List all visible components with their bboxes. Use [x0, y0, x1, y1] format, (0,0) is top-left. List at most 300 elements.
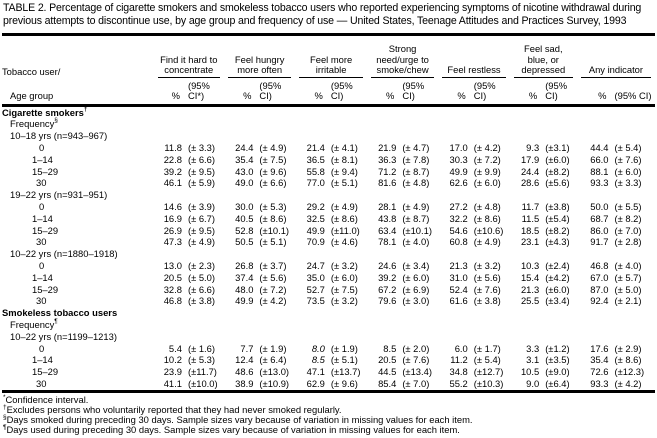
percent-cell: 78.1	[378, 236, 397, 248]
percent-cell: 26.8	[235, 260, 254, 272]
ci-header: (95% CI)	[256, 78, 295, 106]
ci-cell: (±3.4)	[545, 295, 570, 307]
ci-cell: (± 7.2)	[259, 283, 287, 295]
ci-cell: (±11.0)	[330, 224, 360, 236]
percent-cell: 91.7	[590, 236, 609, 248]
percent-cell: 17.0	[449, 142, 468, 154]
percent-cell: 43.0	[235, 165, 254, 177]
ci-cell: (± 7.5)	[259, 153, 287, 165]
frequency-header-label: Frequency	[10, 118, 55, 130]
ci-cell: (±6.4)	[542, 378, 577, 391]
column-group-label: Any indicator	[581, 65, 651, 78]
percent-cell: 29.2	[306, 201, 325, 213]
percent-cell: 72.6	[590, 366, 609, 378]
percent-cell: 20.5	[163, 271, 182, 283]
ci-cell: (± 9.5)	[187, 165, 215, 177]
percent-cell: 55.2	[438, 378, 470, 391]
frequency-label: 30	[36, 177, 47, 189]
subheader-row	[2, 78, 655, 106]
percent-cell: 81.6	[378, 177, 397, 189]
percent-cell: 11.8	[164, 142, 182, 154]
pct-header: %	[438, 78, 470, 106]
age-group-header	[2, 331, 655, 343]
ci-cell: (± 9.5)	[187, 224, 215, 236]
ci-cell: (±8.2)	[545, 224, 570, 236]
section-header-label: Smokeless tobacco users	[2, 307, 118, 319]
ci-cell: (± 5.0)	[187, 271, 215, 283]
ci-cell: (± 7.0)	[614, 224, 642, 236]
percent-cell: 25.5	[520, 295, 540, 307]
percent-cell: 24.4	[235, 142, 254, 154]
percent-cell: 28.6	[520, 177, 540, 189]
ci-cell: (± 2.8)	[614, 236, 642, 248]
ci-cell: (± 6.0)	[402, 271, 430, 283]
frequency-label: 15–29	[32, 366, 59, 378]
table-row	[2, 236, 655, 248]
ci-cell: (± 7.8)	[402, 153, 430, 165]
percent-cell: 31.0	[449, 271, 468, 283]
footnote-mark: *	[3, 393, 6, 401]
frequency-label: 0	[39, 260, 45, 272]
percent-cell: 50.5	[235, 236, 254, 248]
ci-cell: (± 5.0)	[614, 283, 642, 295]
ci-cell: (± 1.9)	[259, 342, 287, 354]
ci-cell: (± 5.4)	[614, 142, 642, 154]
percent-cell: 24.4	[520, 165, 540, 177]
percent-cell: 10.2	[163, 354, 182, 366]
ci-cell: (± 5.6)	[473, 271, 501, 283]
footnote-text: Days used during preceding 30 days. Sample sizes vary because of variation in missing values for each item.	[6, 424, 460, 436]
table-row	[2, 295, 655, 307]
percent-cell: 11.5	[521, 212, 540, 224]
frequency-header	[2, 118, 655, 130]
percent-cell: 17.9	[520, 153, 540, 165]
ci-cell: (± 8.7)	[402, 165, 430, 177]
table-row	[2, 343, 655, 355]
percent-cell: 68.7	[590, 212, 609, 224]
ci-cell: (± 5.5)	[614, 201, 642, 213]
ci-cell: (±2.4)	[545, 260, 570, 272]
frequency-label: 15–29	[32, 165, 59, 177]
percent-cell: 36.3	[378, 153, 397, 165]
percent-cell: 27.2	[449, 201, 468, 213]
column-group-header	[367, 35, 438, 78]
ci-cell: (± 3.3)	[187, 142, 215, 154]
ci-cell: (± 7.5)	[330, 283, 358, 295]
percent-cell: 23.9	[163, 366, 182, 378]
age-group-header-label: 10–22 yrs (n=1880–1918)	[10, 248, 118, 260]
percent-cell: 49.9	[306, 224, 325, 236]
column-group-label: Strong need/urge to smoke/chew	[371, 44, 434, 78]
ci-cell: (±12.7)	[473, 366, 504, 378]
frequency-label: 1–14	[32, 153, 53, 165]
frequency-header	[2, 319, 655, 331]
percent-cell: 21.3	[449, 260, 468, 272]
pct-header: %	[510, 78, 542, 106]
percent-cell: 18.5	[520, 224, 540, 236]
percent-cell: 41.1	[154, 378, 185, 391]
ci-cell: (±8.2)	[545, 165, 570, 177]
withdrawal-symptoms-table	[2, 33, 655, 393]
ci-cell: (±10.1)	[402, 224, 432, 236]
frequency-label: 0	[39, 201, 45, 213]
table-row	[2, 154, 655, 166]
footnote-mark: ¶	[3, 424, 7, 432]
percent-cell: 49.9	[449, 165, 468, 177]
frequency-label: 30	[36, 236, 47, 248]
column-group-label: Find it hard to concentrate	[158, 55, 220, 78]
ci-cell: (± 4.9)	[402, 201, 430, 213]
column-group-header	[295, 35, 366, 78]
ci-cell: (± 4.2)	[259, 295, 287, 307]
percent-cell: 66.0	[590, 153, 609, 165]
percent-cell: 32.2	[449, 212, 468, 224]
age-group-header-label: 10–18 yrs (n=943–967)	[10, 130, 108, 142]
ci-cell: (± 2.1)	[614, 295, 642, 307]
ci-cell: (±4.3)	[545, 236, 570, 248]
ci-cell: (± 6.0)	[473, 177, 501, 189]
ci-cell: (±3.8)	[545, 201, 570, 213]
ci-cell: (± 6.6)	[187, 283, 215, 295]
ci-cell: (± 4.1)	[330, 142, 358, 154]
footnotes	[0, 393, 657, 438]
percent-cell: 70.9	[306, 236, 325, 248]
table-row	[2, 166, 655, 178]
ci-header: (95% CI)	[399, 78, 438, 106]
section-header	[2, 105, 655, 118]
ci-cell: (± 9.9)	[473, 165, 501, 177]
percent-cell: 63.4	[378, 224, 397, 236]
percent-cell: 43.8	[378, 212, 397, 224]
percent-cell: 52.4	[449, 283, 468, 295]
column-group-header	[224, 35, 295, 78]
ci-cell: (± 3.7)	[259, 260, 287, 272]
percent-cell: 93.3	[590, 177, 609, 189]
ci-cell: (± 8.6)	[330, 212, 358, 224]
ci-cell: (± 5.4)	[473, 354, 501, 366]
percent-cell: 47.3	[163, 236, 182, 248]
ci-cell: (± 2.9)	[614, 342, 642, 354]
percent-cell: 39.2	[163, 165, 182, 177]
percent-cell: 52.8	[235, 224, 254, 236]
ci-cell: (± 7.0)	[399, 378, 438, 391]
percent-cell: 10.3	[520, 260, 540, 272]
footnote	[3, 425, 654, 435]
percent-cell: 60.8	[449, 236, 468, 248]
percent-cell: 44.4	[590, 142, 609, 154]
ci-cell: (±12.3)	[614, 366, 645, 378]
table-row	[2, 142, 655, 154]
percent-cell: 21.9	[378, 142, 397, 154]
ci-cell: (±9.0)	[545, 366, 570, 378]
frequency-label: 0	[39, 142, 45, 154]
ci-cell: (± 5.3)	[187, 354, 215, 366]
percent-cell: 12.4	[235, 354, 254, 366]
table-row	[2, 213, 655, 225]
percent-cell: 46.1	[163, 177, 182, 189]
percent-cell: 24.6	[378, 260, 397, 272]
table-row	[2, 378, 655, 391]
ci-cell: (± 7.6)	[614, 153, 642, 165]
ci-cell: (± 1.9)	[330, 342, 358, 354]
footnote-text: Confidence interval.	[5, 393, 89, 405]
ci-cell: (± 4.2)	[473, 142, 501, 154]
ci-cell: (± 4.9)	[187, 236, 215, 248]
percent-cell: 86.0	[590, 224, 609, 236]
percent-cell: 8.5	[383, 342, 397, 354]
ci-cell: (± 7.6)	[473, 283, 501, 295]
ci-cell: (± 5.1)	[330, 354, 358, 366]
percent-cell: 21.4	[306, 142, 325, 154]
ci-cell: (± 5.6)	[259, 271, 287, 283]
ci-cell: (± 3.0)	[402, 295, 430, 307]
ci-cell: (±5.4)	[545, 212, 570, 224]
frequency-label: 0	[39, 342, 45, 354]
percent-cell: 61.6	[449, 295, 468, 307]
percent-cell: 92.4	[590, 295, 609, 307]
percent-cell: 24.7	[306, 260, 325, 272]
percent-cell: 38.9	[224, 378, 256, 391]
ci-header: (95% CI)	[542, 78, 577, 106]
ci-cell: (±13.7)	[330, 366, 361, 378]
pct-header: %	[154, 78, 185, 106]
ci-cell: (± 4.6)	[330, 236, 358, 248]
row-label-line1: Tobacco user/	[2, 66, 61, 78]
percent-cell: 88.1	[590, 165, 609, 177]
frequency-header-label: Frequency	[10, 319, 55, 331]
percent-cell: 48.6	[235, 366, 254, 378]
percent-cell: 21.3	[520, 283, 540, 295]
percent-cell: 44.5	[378, 366, 397, 378]
column-group-header	[577, 35, 655, 78]
percent-cell: 54.6	[449, 224, 468, 236]
percent-cell: 73.5	[306, 295, 325, 307]
ci-cell: (±3.1)	[545, 142, 570, 154]
column-group-header	[438, 35, 509, 78]
percent-cell: 87.0	[590, 283, 609, 295]
percent-cell: 20.5	[378, 354, 397, 366]
row-label-header	[2, 35, 154, 78]
percent-cell: 3.1	[526, 354, 540, 366]
footnote-mark: ¶	[54, 318, 58, 326]
percent-cell: 11.2	[450, 354, 468, 366]
percent-cell: 67.0	[590, 271, 609, 283]
ci-cell: (± 6.6)	[259, 177, 287, 189]
footnote-mark: §	[3, 414, 7, 422]
age-group-header	[2, 130, 655, 142]
ci-cell: (± 5.1)	[330, 177, 358, 189]
table-row	[2, 354, 655, 366]
footnote-mark: †	[83, 105, 88, 113]
column-group-label: Feel hungry more often	[228, 55, 291, 78]
frequency-label: 30	[2, 378, 154, 391]
table-row	[2, 272, 655, 284]
ci-cell: (± 4.0)	[614, 260, 642, 272]
ci-cell: (±5.6)	[545, 177, 570, 189]
ci-cell: (± 7.6)	[402, 354, 430, 366]
percent-cell: 37.4	[235, 271, 254, 283]
percent-cell: 35.4	[590, 354, 609, 366]
percent-cell: 49.9	[235, 295, 254, 307]
percent-cell: 47.1	[306, 366, 325, 378]
percent-cell: 50.0	[590, 201, 609, 213]
footnote-mark: §	[54, 117, 58, 125]
column-group-label: Feel restless	[442, 65, 505, 78]
pct-header: %	[367, 78, 399, 106]
ci-cell: (± 6.0)	[614, 165, 642, 177]
percent-cell: 35.4	[235, 153, 254, 165]
percent-cell: 14.6	[163, 201, 182, 213]
percent-cell: 9.0	[510, 378, 542, 391]
ci-cell: (± 8.2)	[614, 212, 642, 224]
table-row	[2, 201, 655, 213]
pct-header: %	[577, 78, 612, 106]
percent-cell: 85.4	[367, 378, 399, 391]
column-group-header	[154, 35, 224, 78]
ci-cell: (± 9.6)	[328, 378, 367, 391]
ci-cell: (± 2.3)	[187, 260, 215, 272]
frequency-label: 30	[36, 295, 47, 307]
percent-cell: 15.4	[520, 271, 540, 283]
percent-cell: 62.9	[295, 378, 327, 391]
percent-cell: 17.6	[590, 342, 609, 354]
percent-cell: 11.7	[521, 201, 540, 213]
column-group-label: Feel more irritable	[299, 55, 362, 78]
section-header-label: Cigarette smokers	[2, 106, 84, 118]
footnote-text: Excludes persons who voluntarily reported that they had never smoked regularly.	[6, 404, 342, 416]
ci-cell: (± 3.2)	[330, 260, 358, 272]
row-label-header-line2: Age group	[2, 78, 154, 106]
percent-cell: 26.9	[163, 224, 182, 236]
table-row	[2, 225, 655, 237]
percent-cell: 28.1	[378, 201, 397, 213]
percent-cell: 34.8	[449, 366, 468, 378]
ci-cell: (±13.4)	[402, 366, 432, 378]
ci-cell: (±1.2)	[545, 342, 570, 354]
ci-cell: (± 4.7)	[402, 142, 430, 154]
ci-cell: (±11.7)	[187, 366, 217, 378]
ci-cell: (± 8.6)	[614, 354, 642, 366]
ci-cell: (±10.3)	[471, 378, 510, 391]
ci-cell: (± 4.9)	[473, 236, 501, 248]
ci-cell: (± 1.7)	[473, 342, 501, 354]
ci-cell: (± 8.1)	[330, 153, 358, 165]
ci-cell: (± 5.1)	[259, 236, 287, 248]
table-row	[2, 284, 655, 296]
ci-cell: (±10.0)	[185, 378, 224, 391]
ci-cell: (± 6.4)	[259, 354, 287, 366]
percent-cell: 22.8	[163, 153, 182, 165]
footnote-text: Days smoked during preceding 30 days. Sample sizes vary because of variation in missing values for each item.	[6, 414, 473, 426]
ci-cell: (± 6.7)	[187, 212, 215, 224]
percent-cell: 8.0	[311, 342, 325, 354]
percent-cell: 30.0	[235, 201, 254, 213]
ci-cell: (± 9.6)	[259, 165, 287, 177]
percent-cell: 46.8	[163, 295, 182, 307]
section-header	[2, 307, 655, 319]
ci-cell: (± 3.2)	[473, 260, 501, 272]
percent-cell: 8.5	[311, 354, 325, 366]
ci-cell: (± 4.0)	[402, 236, 430, 248]
age-group-header	[2, 189, 655, 201]
ci-cell: (± 7.2)	[473, 153, 501, 165]
percent-cell: 32.5	[306, 212, 325, 224]
column-group-header	[510, 35, 577, 78]
table-row	[2, 366, 655, 378]
percent-cell: 23.1	[520, 236, 540, 248]
ci-header: (95% CI)	[328, 78, 367, 106]
ci-cell: (± 4.9)	[330, 201, 358, 213]
table-title: TABLE 2. Percentage of cigarette smokers and smokeless tobacco users who reported experiencing symptoms of nicotine withdrawal during previous attempts to discontinue use, by age group and frequency of use — United States, Teenage Attitudes and Practices Survey, 1993	[3, 2, 642, 27]
percent-cell: 55.8	[306, 165, 325, 177]
percent-cell: 39.2	[378, 271, 397, 283]
percent-cell: 79.6	[378, 295, 397, 307]
percent-cell: 35.0	[306, 271, 325, 283]
table-row	[2, 260, 655, 272]
ci-cell: (± 3.8)	[473, 295, 501, 307]
ci-cell: (± 8.7)	[402, 212, 430, 224]
percent-cell: 36.5	[306, 153, 325, 165]
percent-cell: 7.7	[240, 342, 254, 354]
percent-cell: 49.0	[235, 177, 254, 189]
percent-cell: 46.8	[590, 260, 609, 272]
age-group-header	[2, 248, 655, 260]
ci-cell: (± 2.0)	[402, 342, 430, 354]
ci-cell: (± 9.4)	[330, 165, 358, 177]
ci-cell: (± 6.0)	[330, 271, 358, 283]
ci-cell: (±4.2)	[545, 271, 570, 283]
percent-cell: 77.0	[306, 177, 325, 189]
ci-cell: (±10.9)	[256, 378, 295, 391]
pct-header: %	[224, 78, 256, 106]
header-row	[2, 35, 655, 78]
ci-cell: (± 3.9)	[187, 201, 215, 213]
ci-cell: (±13.0)	[259, 366, 290, 378]
ci-cell: (± 8.6)	[473, 212, 501, 224]
ci-cell: (± 6.6)	[187, 153, 215, 165]
column-group-label: Feel sad, blue, or depressed	[514, 44, 573, 78]
ci-cell: (±3.5)	[545, 354, 570, 366]
age-group-header-label: 19–22 yrs (n=931–951)	[10, 189, 108, 201]
ci-cell: (± 3.3)	[614, 177, 642, 189]
percent-cell: 6.0	[454, 342, 468, 354]
ci-cell: (± 3.2)	[330, 295, 358, 307]
ci-cell: (± 8.6)	[259, 212, 287, 224]
age-group-header-label: 10–22 yrs (n=1199–1213)	[10, 330, 117, 342]
ci-cell: (± 4.8)	[473, 201, 501, 213]
ci-cell: (±6.0)	[545, 283, 570, 295]
percent-cell: 52.7	[306, 283, 325, 295]
percent-cell: 62.6	[449, 177, 468, 189]
ci-cell: (± 6.9)	[402, 283, 430, 295]
ci-cell: (± 5.7)	[614, 271, 642, 283]
percent-cell: 32.8	[163, 283, 182, 295]
ci-cell: (±10.6)	[473, 224, 504, 236]
frequency-label: 15–29	[32, 283, 59, 295]
percent-cell: 40.5	[235, 212, 254, 224]
ci-cell: (± 5.3)	[259, 201, 287, 213]
ci-cell: (± 3.8)	[187, 295, 215, 307]
ci-cell: (±6.0)	[545, 153, 570, 165]
ci-cell: (± 3.4)	[402, 260, 430, 272]
percent-cell: 10.5	[520, 366, 540, 378]
ci-header: (95% CI*)	[185, 78, 224, 106]
frequency-label: 15–29	[32, 224, 59, 236]
ci-cell: (± 5.9)	[187, 177, 215, 189]
frequency-label: 1–14	[32, 271, 53, 283]
percent-cell: 93.3	[577, 378, 612, 391]
percent-cell: 48.0	[235, 283, 254, 295]
